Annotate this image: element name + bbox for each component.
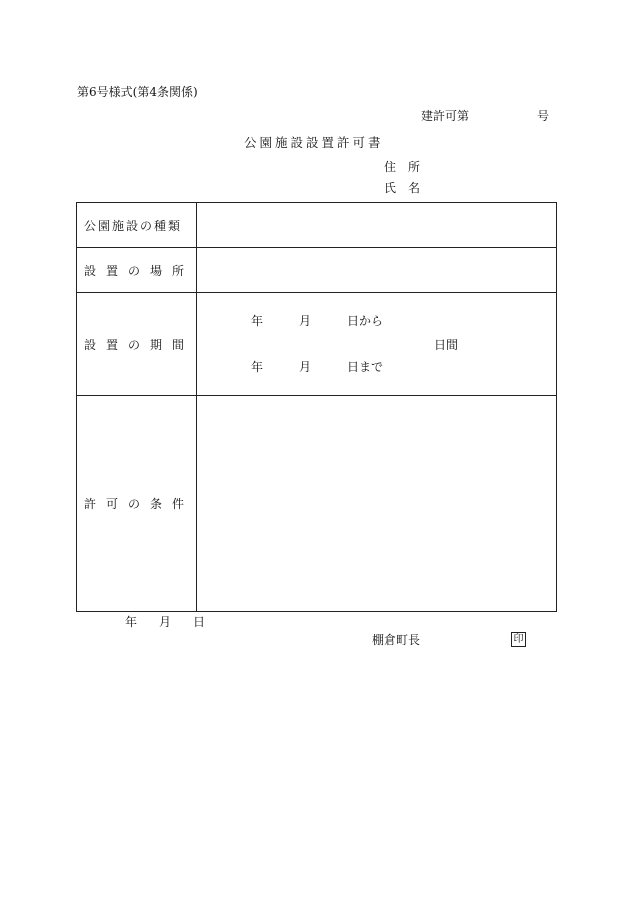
location-label: 設置の場所 — [77, 248, 197, 293]
permit-number-prefix: 建許可第 — [421, 109, 470, 123]
period-from-day: 日から — [347, 314, 384, 328]
table-row-location — [77, 248, 557, 293]
permit-form-table — [76, 202, 557, 612]
period-field[interactable] — [197, 293, 557, 396]
period-until-month: 月 — [299, 360, 312, 374]
issue-date-month: 月 — [159, 615, 172, 629]
form-number: 第6号様式(第4条関係) — [77, 85, 198, 99]
facility-kind-field[interactable] — [197, 203, 557, 248]
table-row-conditions — [77, 396, 557, 612]
period-label: 設置の期間 — [77, 293, 197, 396]
conditions-field[interactable] — [197, 396, 557, 612]
issue-date — [125, 616, 205, 628]
table-row-facility-kind — [77, 203, 557, 248]
conditions-label: 許可の条件 — [77, 396, 197, 612]
period-from-month: 月 — [299, 314, 312, 328]
location-field[interactable] — [197, 248, 557, 293]
name-label: 氏 名 — [384, 181, 421, 195]
facility-kind-label: 公園施設の種類 — [77, 203, 197, 248]
period-from-year: 年 — [251, 314, 264, 328]
permit-number-suffix: 号 — [537, 109, 550, 123]
period-days: 日間 — [434, 338, 459, 352]
issue-date-year: 年 — [125, 615, 138, 629]
table-row-period — [77, 293, 557, 396]
seal-mark: 印 — [511, 632, 526, 647]
period-until-day: 日まで — [347, 360, 384, 374]
issuer-name: 棚倉町長 — [372, 633, 421, 647]
document-title: 公園施設設置許可書 — [244, 135, 384, 150]
address-label: 住 所 — [384, 160, 421, 174]
issue-date-day: 日 — [193, 615, 206, 629]
period-until-year: 年 — [251, 360, 264, 374]
permit-number — [421, 110, 549, 122]
